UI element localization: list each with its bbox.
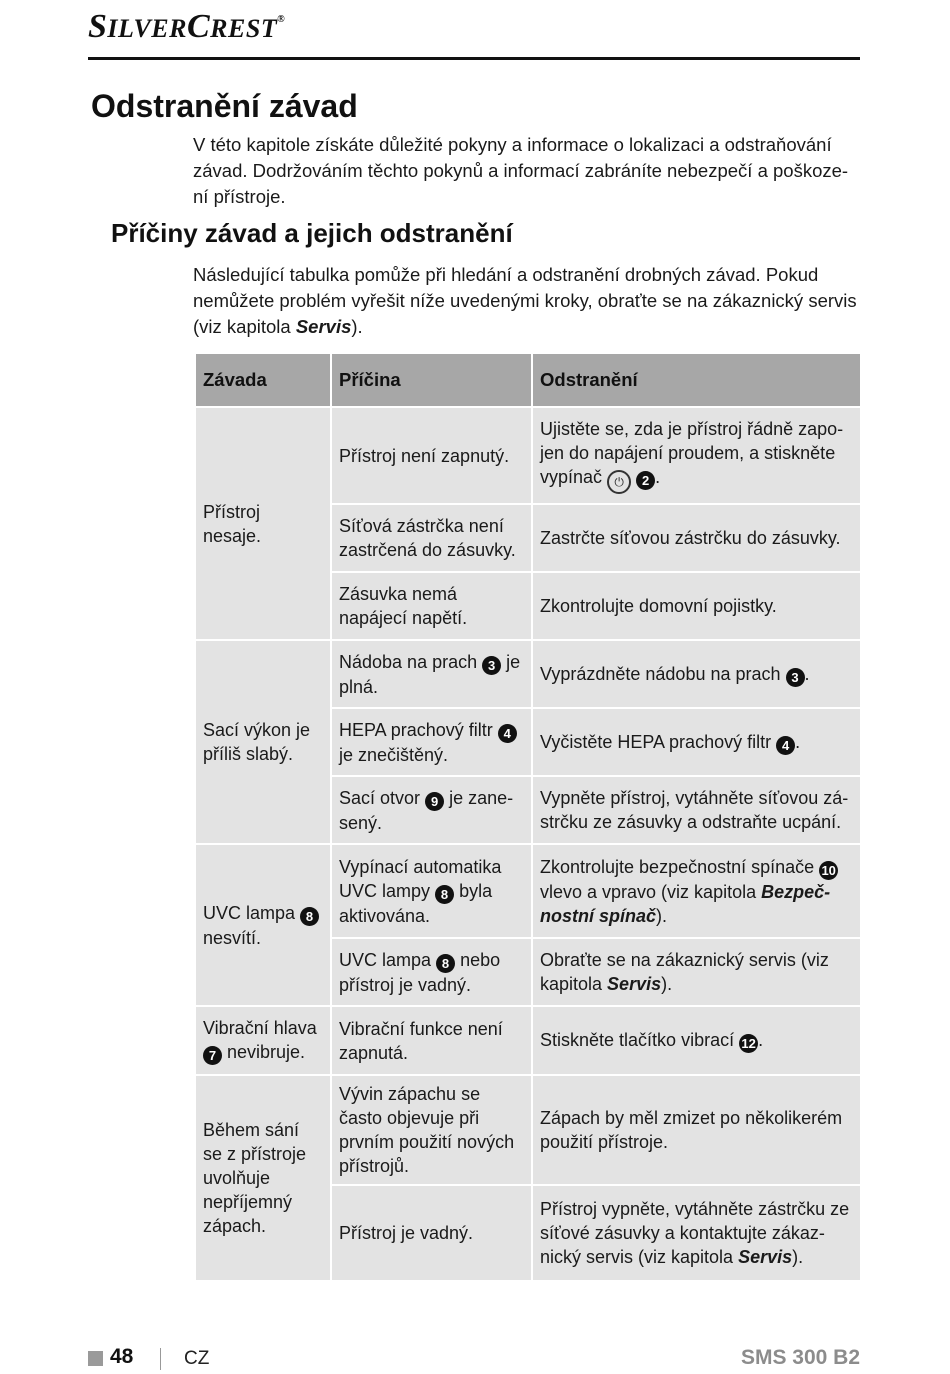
header-fault: Závada	[195, 353, 331, 407]
model-number: SMS 300 B2	[740, 1346, 860, 1369]
table-row	[195, 844, 861, 938]
solution-cell: Obraťte se na zákaznický servis (viz kapitola Servis).	[532, 938, 861, 1006]
language-code: CZ	[184, 1348, 210, 1369]
solution-cell: Zkontrolujte domovní pojistky.	[532, 572, 861, 640]
solution-cell: Stiskněte tlačítko vibrací 12 .	[532, 1006, 861, 1075]
callout-number: 4	[498, 724, 517, 743]
callout-number: 7	[203, 1046, 222, 1065]
fault-cell: Přístroj nesaje.	[195, 407, 331, 640]
cause-cell: Vibrační funkce není zapnutá.	[331, 1006, 532, 1075]
cause-cell: Vypínací automatika UVC lampy 8 byla aktivována.	[331, 844, 532, 938]
callout-number: 9	[425, 792, 444, 811]
table-row	[195, 1006, 861, 1075]
cause-cell: Nádoba na prach 3 je plná.	[331, 640, 532, 708]
header-rule	[88, 57, 860, 60]
table-row	[195, 1075, 861, 1185]
cause-cell: Vývin zápachu se často objevuje při prvním použití nových přístrojů.	[331, 1075, 532, 1185]
cause-cell: Přístroj není zapnutý.	[331, 407, 532, 504]
lead-paragraph: Následující tabulka pomůže při hledání a odstranění drobných závad. Pokud nemůžete problém vyřešit níže uvedenými kroky, obraťte se na zákaznický servis (viz kapitola Servis).	[193, 264, 857, 337]
fault-cell: Během sání se z přístroje uvolňuje nepříjemný zápach.	[195, 1075, 331, 1281]
troubleshooting-table	[194, 352, 862, 1282]
header-cause: Příčina	[331, 353, 532, 407]
solution-cell: Vypněte přístroj, vytáhněte síťovou zá-strčku ze zásuvky a odstraňte ucpání.	[532, 776, 861, 844]
solution-cell: Zkontrolujte bezpečnostní spínače 10 vlevo a vpravo (viz kapitola Bezpeč-nostní spínač).	[532, 844, 861, 938]
callout-number: 12	[739, 1034, 758, 1053]
callout-number: 10	[819, 861, 838, 880]
solution-cell: Vyčistěte HEPA prachový filtr 4 .	[532, 708, 861, 776]
cause-cell: UVC lampa 8 nebo přístroj je vadný.	[331, 938, 532, 1006]
cause-cell: HEPA prachový filtr 4 je znečištěný.	[331, 708, 532, 776]
footer-divider	[160, 1348, 161, 1370]
footer-square-marker	[88, 1351, 103, 1366]
cause-cell: Přístroj je vadný.	[331, 1185, 532, 1281]
cause-cell: Sací otvor 9 je zane-sený.	[331, 776, 532, 844]
section-title: Příčiny závad a jejich odstranění	[111, 218, 513, 248]
page-number: 48	[110, 1345, 134, 1368]
fault-cell: UVC lampa 8 nesvítí.	[195, 844, 331, 1006]
power-icon: ⏻	[607, 470, 631, 494]
callout-number: 8	[436, 954, 455, 973]
callout-number: 8	[300, 907, 319, 926]
brand-logo: SILVERCREST®	[88, 8, 286, 45]
solution-cell: Zápach by měl zmizet po několikerém použití přístroje.	[532, 1075, 861, 1185]
callout-number: 2	[636, 471, 655, 490]
table-header-row	[195, 353, 861, 407]
cause-cell: Zásuvka nemá napájecí napětí.	[331, 572, 532, 640]
table-row	[195, 407, 861, 504]
fault-cell: Sací výkon je příliš slabý.	[195, 640, 331, 844]
intro-paragraph: V této kapitole získáte důležité pokyny a informace o lokalizaci a odstraňování závad. Dodržováním těchto pokynů a informací zabráníte nebezpečí a poškoze-ní přístroje.	[193, 134, 849, 207]
callout-number: 4	[776, 736, 795, 755]
solution-cell: Přístroj vypněte, vytáhněte zástrčku ze síťové zásuvky a kontaktujte zákaz-nický servis (viz kapitola Servis).	[532, 1185, 861, 1281]
cause-cell: Síťová zástrčka není zastrčená do zásuvky.	[331, 504, 532, 572]
callout-number: 3	[786, 668, 805, 687]
callout-number: 8	[435, 885, 454, 904]
table-row	[195, 640, 861, 708]
fault-cell: Vibrační hlava 7 nevibruje.	[195, 1006, 331, 1075]
header-solution: Odstranění	[532, 353, 861, 407]
solution-cell: Ujistěte se, zda je přístroj řádně zapo-jen do napájení proudem, a stiskněte vypínač ⏻ 2 .	[532, 407, 861, 504]
callout-number: 3	[482, 656, 501, 675]
solution-cell: Zastrčte síťovou zástrčku do zásuvky.	[532, 504, 861, 572]
solution-cell: Vyprázdněte nádobu na prach 3 .	[532, 640, 861, 708]
page-title: Odstranění závad	[91, 88, 358, 124]
